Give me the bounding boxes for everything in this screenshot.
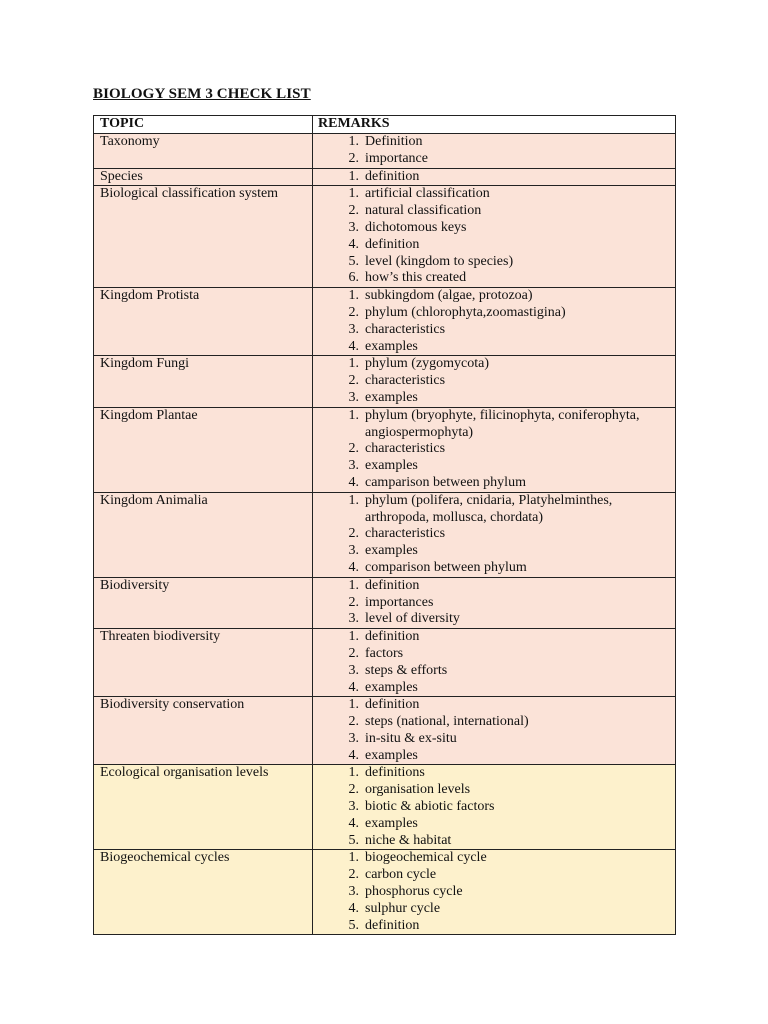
remark-number: 2. — [348, 203, 359, 219]
remark-text: examples — [365, 679, 418, 695]
remarks-list — [319, 408, 669, 492]
remark-text: definition — [365, 168, 420, 184]
remark-text: niche & habitat — [365, 832, 452, 848]
remark-number: 4. — [348, 236, 359, 252]
remarks-cell — [313, 577, 676, 628]
remark-item — [319, 850, 669, 867]
remark-number: 3. — [348, 662, 359, 678]
remark-item — [319, 646, 669, 663]
remark-number: 2. — [348, 714, 359, 730]
remark-number: 4. — [348, 679, 359, 695]
remark-number: 4. — [348, 559, 359, 575]
topic-cell: Kingdom Plantae — [94, 407, 313, 492]
remark-number: 3. — [348, 321, 359, 337]
remark-text: factors — [365, 645, 404, 661]
table-row — [94, 168, 676, 186]
remark-number: 6. — [348, 270, 359, 286]
remark-text: Definition — [365, 134, 423, 149]
remark-number: 3. — [348, 730, 359, 746]
remark-number: 1. — [348, 629, 359, 645]
table-row — [94, 356, 676, 407]
remark-item — [319, 408, 669, 442]
remark-item — [319, 270, 669, 287]
table-row — [94, 765, 676, 850]
remarks-list — [319, 134, 669, 168]
remark-text: artificial classification — [365, 186, 490, 202]
remark-number: 1. — [348, 356, 359, 372]
remarks-cell — [313, 765, 676, 850]
topic-column-header: TOPIC — [94, 116, 313, 134]
remark-text: characteristics — [365, 526, 446, 542]
remark-number: 2. — [348, 867, 359, 883]
remark-text: phylum (bryophyte, filicinophyta, coniferophyta, angiospermophyta) — [365, 407, 640, 440]
remark-text: phylum (chlorophyta,zoomastigina) — [365, 304, 566, 320]
remark-number: 4. — [348, 338, 359, 354]
remark-item — [319, 441, 669, 458]
remarks-cell — [313, 407, 676, 492]
remark-item — [319, 322, 669, 339]
remark-number: 1. — [348, 577, 359, 593]
remark-text: level of diversity — [365, 611, 460, 627]
remark-text: importances — [365, 594, 434, 610]
remark-item — [319, 816, 669, 833]
remark-item — [319, 714, 669, 731]
remark-text: steps & efforts — [365, 662, 448, 678]
remark-number: 2. — [348, 594, 359, 610]
remarks-list — [319, 629, 669, 696]
remark-item — [319, 203, 669, 220]
remark-item — [319, 884, 669, 901]
remark-item — [319, 305, 669, 322]
remark-item — [319, 169, 669, 186]
remarks-cell — [313, 356, 676, 407]
remark-item — [319, 526, 669, 543]
remark-number: 4. — [348, 474, 359, 490]
remark-item — [319, 560, 669, 577]
remark-number: 5. — [348, 917, 359, 933]
remark-text: in-situ & ex-situ — [365, 730, 457, 746]
remark-number: 5. — [348, 832, 359, 848]
remark-item — [319, 578, 669, 595]
remark-text: biotic & abiotic factors — [365, 799, 495, 815]
remark-item — [319, 799, 669, 816]
remark-item — [319, 782, 669, 799]
remark-number: 1. — [348, 186, 359, 202]
remark-item — [319, 339, 669, 356]
remark-item — [319, 611, 669, 628]
remarks-cell — [313, 186, 676, 288]
remark-text: importance — [365, 150, 428, 166]
remark-item — [319, 356, 669, 373]
remark-number: 3. — [348, 799, 359, 815]
table-row — [94, 288, 676, 356]
remarks-cell — [313, 492, 676, 577]
remark-text: comparison between phylum — [365, 559, 527, 575]
remark-text: definition — [365, 577, 420, 593]
remark-text: characteristics — [365, 321, 446, 337]
remark-text: phylum (polifera, cnidaria, Platyhelminthes, arthropoda, mollusca, chordata) — [365, 492, 613, 525]
remark-number: 1. — [348, 168, 359, 184]
remark-number: 2. — [348, 782, 359, 798]
table-row — [94, 186, 676, 288]
remark-text: organisation levels — [365, 782, 471, 798]
checklist-body — [94, 134, 676, 935]
remark-number: 2. — [348, 645, 359, 661]
remarks-cell — [313, 697, 676, 765]
topic-cell: Biodiversity conservation — [94, 697, 313, 765]
remark-text: examples — [365, 815, 418, 831]
table-row — [94, 697, 676, 765]
remark-text: carbon cycle — [365, 867, 437, 883]
remark-number: 3. — [348, 219, 359, 235]
remark-item — [319, 254, 669, 271]
remark-text: steps (national, international) — [365, 714, 529, 730]
remark-text: characteristics — [365, 441, 446, 457]
topic-cell: Kingdom Fungi — [94, 356, 313, 407]
remark-text: phylum (zygomycota) — [365, 356, 490, 372]
remark-item — [319, 731, 669, 748]
remark-text: examples — [365, 458, 418, 474]
remark-item — [319, 663, 669, 680]
remarks-list — [319, 697, 669, 764]
topic-cell: Biogeochemical cycles — [94, 850, 313, 935]
remark-number: 1. — [348, 765, 359, 781]
remark-item — [319, 390, 669, 407]
remarks-list — [319, 493, 669, 577]
remarks-list — [319, 765, 669, 849]
remark-number: 1. — [348, 288, 359, 304]
remark-item — [319, 697, 669, 714]
table-row — [94, 629, 676, 697]
remark-number: 2. — [348, 441, 359, 457]
remarks-list — [319, 169, 669, 186]
topic-cell: Ecological organisation levels — [94, 765, 313, 850]
remark-item — [319, 186, 669, 203]
remark-item — [319, 475, 669, 492]
remark-item — [319, 629, 669, 646]
topic-cell: Kingdom Animalia — [94, 492, 313, 577]
remark-item — [319, 543, 669, 560]
table-header-row — [94, 116, 676, 134]
remark-number: 3. — [348, 543, 359, 559]
remarks-cell — [313, 629, 676, 697]
remark-item — [319, 288, 669, 305]
remarks-cell — [313, 850, 676, 935]
remark-number: 4. — [348, 747, 359, 763]
remark-item — [319, 493, 669, 527]
topic-cell: Species — [94, 168, 313, 186]
table-row — [94, 850, 676, 935]
remarks-column-header: REMARKS — [313, 116, 676, 134]
checklist-table — [93, 115, 676, 935]
remark-text: examples — [365, 389, 418, 405]
remarks-cell — [313, 134, 676, 169]
remarks-list — [319, 850, 669, 934]
remark-text: definition — [365, 629, 420, 645]
remark-number: 3. — [348, 458, 359, 474]
remark-number: 2. — [348, 304, 359, 320]
remark-text: subkingdom (algae, protozoa) — [365, 288, 533, 304]
remark-text: phosphorus cycle — [365, 884, 463, 900]
remarks-list — [319, 288, 669, 355]
remarks-cell — [313, 168, 676, 186]
remark-number: 1. — [348, 134, 359, 149]
remark-item — [319, 237, 669, 254]
remarks-list — [319, 578, 669, 628]
remark-item — [319, 134, 669, 151]
remark-item — [319, 458, 669, 475]
remark-item — [319, 151, 669, 168]
remark-number: 2. — [348, 373, 359, 389]
topic-cell: Biological classification system — [94, 186, 313, 288]
remark-text: natural classification — [365, 203, 482, 219]
remarks-cell — [313, 288, 676, 356]
remark-number: 3. — [348, 884, 359, 900]
table-row — [94, 134, 676, 169]
remark-text: definition — [365, 236, 420, 252]
remark-text: level (kingdom to species) — [365, 253, 514, 269]
remark-item — [319, 220, 669, 237]
remark-number: 3. — [348, 611, 359, 627]
remark-text: examples — [365, 338, 418, 354]
remark-text: characteristics — [365, 373, 446, 389]
remarks-list — [319, 356, 669, 406]
topic-cell: Kingdom Protista — [94, 288, 313, 356]
remark-item — [319, 918, 669, 935]
topic-cell: Threaten biodiversity — [94, 629, 313, 697]
remarks-list — [319, 186, 669, 287]
table-row — [94, 577, 676, 628]
remark-text: definitions — [365, 765, 425, 781]
table-row — [94, 407, 676, 492]
table-row — [94, 492, 676, 577]
remark-item — [319, 867, 669, 884]
remark-number: 1. — [348, 407, 359, 423]
document-title: BIOLOGY SEM 3 CHECK LIST — [93, 86, 311, 102]
remark-number: 3. — [348, 389, 359, 405]
remark-number: 1. — [348, 697, 359, 713]
remark-item — [319, 833, 669, 850]
remark-text: definition — [365, 917, 420, 933]
remark-number: 4. — [348, 900, 359, 916]
remark-text: camparison between phylum — [365, 474, 526, 490]
remark-item — [319, 901, 669, 918]
remark-number: 2. — [348, 150, 359, 166]
topic-cell: Biodiversity — [94, 577, 313, 628]
remark-text: sulphur cycle — [365, 900, 441, 916]
topic-cell: Taxonomy — [94, 134, 313, 169]
remark-text: examples — [365, 543, 418, 559]
remark-item — [319, 748, 669, 765]
remark-number: 2. — [348, 526, 359, 542]
remark-text: definition — [365, 697, 420, 713]
remark-number: 1. — [348, 492, 359, 508]
remark-number: 1. — [348, 850, 359, 866]
remark-text: dichotomous keys — [365, 219, 467, 235]
remark-number: 5. — [348, 253, 359, 269]
remark-item — [319, 680, 669, 697]
remark-text: biogeochemical cycle — [365, 850, 487, 866]
remark-text: examples — [365, 747, 418, 763]
remark-item — [319, 595, 669, 612]
remark-item — [319, 765, 669, 782]
remark-number: 4. — [348, 815, 359, 831]
remark-text: how’s this created — [365, 270, 467, 286]
remark-item — [319, 373, 669, 390]
